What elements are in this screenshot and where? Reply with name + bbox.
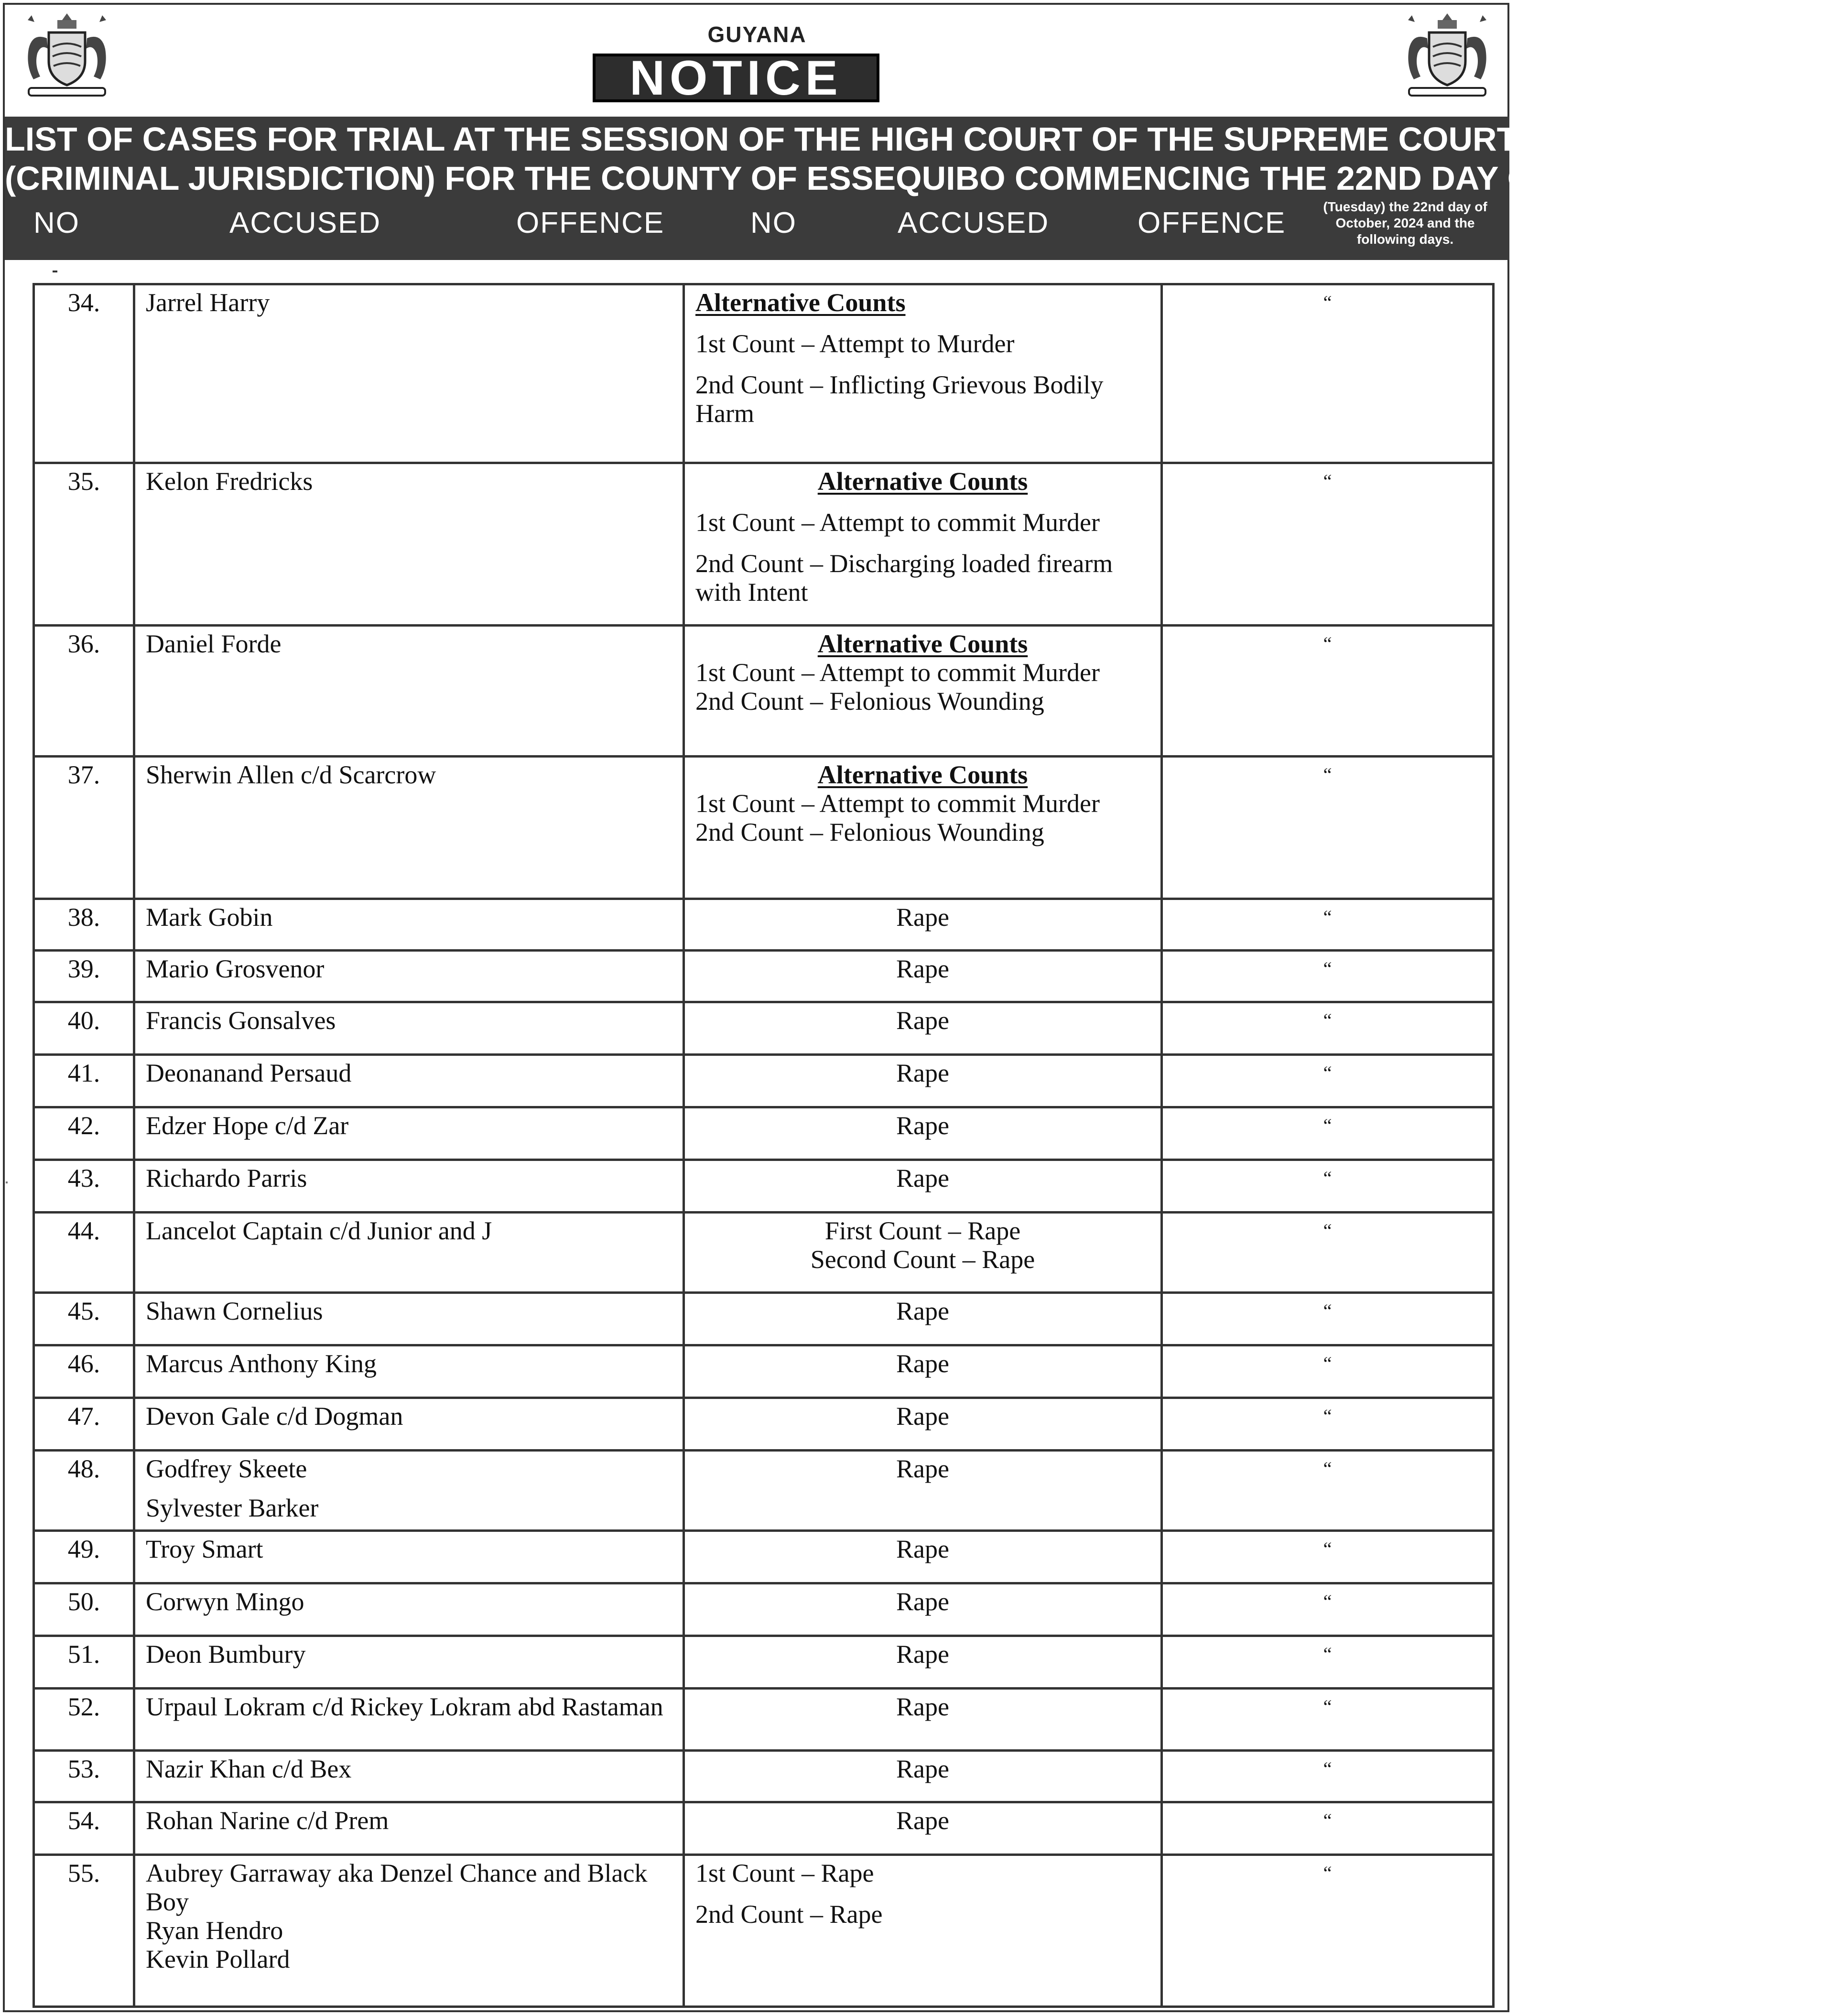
accused-name: Francis Gonsalves <box>146 1006 336 1035</box>
case-number: 54. <box>34 1802 134 1855</box>
offence-cell <box>684 757 1162 899</box>
offence-text: Rape <box>896 1349 949 1378</box>
offence-text: 1st Count – Attempt to commit Murder <box>695 508 1100 537</box>
accused-cell <box>134 284 684 463</box>
table-row <box>34 1531 1494 1583</box>
accused-name: Mario Grosvenor <box>146 954 325 983</box>
ditto-mark: “ <box>1162 1802 1494 1855</box>
offence-cell <box>684 1002 1162 1055</box>
case-number: 47. <box>34 1398 134 1451</box>
offence-cell <box>684 626 1162 757</box>
offence-text: Rape <box>896 1535 949 1563</box>
case-number: 37. <box>34 757 134 899</box>
accused-name: Urpaul Lokram c/d Rickey Lokram abd Rastaman <box>146 1692 663 1721</box>
accused-name: Godfrey Skeete <box>146 1454 307 1483</box>
case-number: 34. <box>34 284 134 463</box>
offence-text: Rape <box>896 1111 949 1140</box>
table-row <box>34 1583 1494 1636</box>
case-number: 39. <box>34 951 134 1002</box>
case-number: 40. <box>34 1002 134 1055</box>
column-header-accused-2: ACCUSED <box>898 206 1050 239</box>
accused-name: Sherwin Allen c/d Scarcrow <box>146 760 436 789</box>
table-row <box>34 1689 1494 1751</box>
offence-cell <box>684 951 1162 1002</box>
case-number: 48. <box>34 1451 134 1531</box>
offence-heading: Alternative Counts <box>817 760 1028 789</box>
offence-cell <box>684 463 1162 626</box>
case-number: 43. <box>34 1160 134 1213</box>
accused-name: Edzer Hope c/d Zar <box>146 1111 349 1140</box>
ditto-mark: “ <box>1162 951 1494 1002</box>
accused-name: Nazir Khan c/d Bex <box>146 1755 352 1783</box>
table-row <box>34 1002 1494 1055</box>
notice-title: NOTICE <box>629 51 843 105</box>
offence-cell <box>684 1636 1162 1689</box>
offence-text: Rape <box>896 1587 949 1616</box>
accused-cell <box>134 1855 684 2007</box>
accused-name: Ryan Hendro <box>146 1916 283 1945</box>
table-row <box>34 951 1494 1002</box>
ditto-mark: “ <box>1162 1345 1494 1398</box>
column-header-no-2: NO <box>750 206 797 239</box>
accused-cell <box>134 951 684 1002</box>
margin-dot <box>6 1181 8 1183</box>
case-number: 46. <box>34 1345 134 1398</box>
case-number: 38. <box>34 899 134 951</box>
accused-cell <box>134 1055 684 1107</box>
offence-heading: Alternative Counts <box>817 467 1028 496</box>
column-header-accused: ACCUSED <box>229 206 381 239</box>
ditto-mark: “ <box>1162 1107 1494 1160</box>
offence-cell <box>684 1451 1162 1531</box>
accused-name: Kevin Pollard <box>146 1945 290 1973</box>
case-number: 53. <box>34 1751 134 1802</box>
accused-cell <box>134 463 684 626</box>
accused-cell <box>134 899 684 951</box>
case-number: 41. <box>34 1055 134 1107</box>
country-name: GUYANA <box>707 22 807 47</box>
offence-cell <box>684 1751 1162 1802</box>
offence-text: 2nd Count – Discharging loaded firearm with Intent <box>695 549 1113 607</box>
offence-cell <box>684 284 1162 463</box>
offence-text: Rape <box>896 1640 949 1669</box>
offence-text: 2nd Count – Inflicting Grievous Bodily Harm <box>695 370 1104 428</box>
ditto-mark: “ <box>1162 1689 1494 1751</box>
accused-name: Mark Gobin <box>146 903 273 932</box>
accused-name: Shawn Cornelius <box>146 1297 323 1325</box>
offence-heading: Alternative Counts <box>695 288 906 317</box>
accused-cell <box>134 1583 684 1636</box>
column-header-offence-2: OFFENCE <box>1138 206 1286 239</box>
offence-text: Rape <box>896 1006 949 1035</box>
case-number: 36. <box>34 626 134 757</box>
table-row <box>34 899 1494 951</box>
table-row <box>34 1802 1494 1855</box>
table-row <box>34 284 1494 463</box>
table-row <box>34 1451 1494 1531</box>
table-row <box>34 626 1494 757</box>
accused-cell <box>134 1398 684 1451</box>
column-header-offence: OFFENCE <box>516 206 665 239</box>
offence-text: Rape <box>896 1755 949 1783</box>
case-number: 51. <box>34 1636 134 1689</box>
ditto-mark: “ <box>1162 1531 1494 1583</box>
table-row <box>34 757 1494 899</box>
accused-name: Sylvester Barker <box>146 1494 319 1522</box>
offence-text: First Count – Rape <box>824 1216 1021 1245</box>
ditto-mark: “ <box>1162 1213 1494 1293</box>
accused-name: Lancelot Captain c/d Junior and J <box>146 1216 492 1245</box>
offence-cell <box>684 1213 1162 1293</box>
offence-text: 2nd Count – Rape <box>695 1900 883 1929</box>
accused-cell <box>134 1802 684 1855</box>
offence-cell <box>684 1160 1162 1213</box>
accused-cell <box>134 1213 684 1293</box>
offence-cell <box>684 1531 1162 1583</box>
accused-name: Jarrel Harry <box>146 288 270 317</box>
offence-text: Rape <box>896 1402 949 1431</box>
table-row <box>34 1751 1494 1802</box>
offence-cell <box>684 1802 1162 1855</box>
offence-text: Rape <box>896 1164 949 1192</box>
offence-cell <box>684 1855 1162 2007</box>
column-header-no: NO <box>33 206 80 239</box>
offence-cell <box>684 1583 1162 1636</box>
offence-text: Second Count – Rape <box>810 1245 1035 1274</box>
offence-cell <box>684 1107 1162 1160</box>
case-number: 35. <box>34 463 134 626</box>
accused-cell <box>134 1002 684 1055</box>
accused-cell <box>134 1689 684 1751</box>
table-row <box>34 1855 1494 2007</box>
ditto-mark: “ <box>1162 1636 1494 1689</box>
banner-title-line-2: (CRIMINAL JURISDICTION) FOR THE COUNTY OF ESSEQUIBO COMMENCING THE 22ND DAY OF OCTOBER, 2024. <box>5 160 1832 197</box>
offence-text: 1st Count – Attempt to commit Murder <box>695 658 1100 687</box>
table-row <box>34 1398 1494 1451</box>
offence-text: Rape <box>896 954 949 983</box>
accused-cell <box>134 757 684 899</box>
offence-text: Rape <box>896 1454 949 1483</box>
accused-name: Richardo Parris <box>146 1164 307 1192</box>
ditto-mark: “ <box>1162 757 1494 899</box>
accused-cell <box>134 1160 684 1213</box>
offence-text: 1st Count – Attempt to commit Murder <box>695 789 1100 818</box>
offence-text: Rape <box>896 1806 949 1835</box>
table-row <box>34 463 1494 626</box>
ditto-mark: “ <box>1162 1293 1494 1345</box>
offence-text: Rape <box>896 1059 949 1087</box>
accused-cell <box>134 1451 684 1531</box>
accused-name: Deon Bumbury <box>146 1640 306 1669</box>
ditto-mark: “ <box>1162 1398 1494 1451</box>
offence-text: Rape <box>896 903 949 932</box>
accused-name: Marcus Anthony King <box>146 1349 377 1378</box>
case-number: 45. <box>34 1293 134 1345</box>
case-number: 52. <box>34 1689 134 1751</box>
accused-name: Corwyn Mingo <box>146 1587 304 1616</box>
accused-name: Troy Smart <box>146 1535 263 1563</box>
table-row <box>34 1107 1494 1160</box>
offence-cell <box>684 1345 1162 1398</box>
offence-text: 2nd Count – Felonious Wounding <box>695 818 1044 846</box>
accused-cell <box>134 1107 684 1160</box>
offence-text: Rape <box>896 1692 949 1721</box>
table-row <box>34 1636 1494 1689</box>
offence-heading: Alternative Counts <box>817 629 1028 658</box>
notice-label-box <box>593 51 879 105</box>
table-row <box>34 1055 1494 1107</box>
accused-name: Rohan Narine c/d Prem <box>146 1806 389 1835</box>
cases-table <box>33 283 1495 2008</box>
offence-text: Rape <box>896 1297 949 1325</box>
offence-cell <box>684 899 1162 951</box>
accused-cell <box>134 1751 684 1802</box>
margin-mark <box>53 271 57 272</box>
accused-cell <box>134 1293 684 1345</box>
case-number: 44. <box>34 1213 134 1293</box>
ditto-mark: “ <box>1162 463 1494 626</box>
accused-cell <box>134 626 684 757</box>
ditto-mark: “ <box>1162 899 1494 951</box>
offence-cell <box>684 1055 1162 1107</box>
ditto-mark: “ <box>1162 1855 1494 2007</box>
ditto-mark: “ <box>1162 1055 1494 1107</box>
ditto-mark: “ <box>1162 1583 1494 1636</box>
table-row <box>34 1213 1494 1293</box>
accused-name: Devon Gale c/d Dogman <box>146 1402 403 1431</box>
table-row <box>34 1293 1494 1345</box>
ditto-mark: “ <box>1162 284 1494 463</box>
case-number: 50. <box>34 1583 134 1636</box>
ditto-mark: “ <box>1162 1751 1494 1802</box>
trial-date-note: (Tuesday) the 22nd day of October, 2024 and the following days. <box>1323 199 1487 247</box>
accused-cell <box>134 1345 684 1398</box>
case-number: 49. <box>34 1531 134 1583</box>
ditto-mark: “ <box>1162 1002 1494 1055</box>
accused-cell <box>134 1531 684 1583</box>
table-row <box>34 1345 1494 1398</box>
accused-name: Kelon Fredricks <box>146 467 313 496</box>
offence-cell <box>684 1689 1162 1751</box>
offence-cell <box>684 1293 1162 1345</box>
table-row <box>34 1160 1494 1213</box>
ditto-mark: “ <box>1162 626 1494 757</box>
case-number: 55. <box>34 1855 134 2007</box>
ditto-mark: “ <box>1162 1160 1494 1213</box>
accused-name: Aubrey Garraway aka Denzel Chance and Black Boy <box>146 1859 648 1916</box>
offence-text: 1st Count – Attempt to Murder <box>695 329 1015 358</box>
ditto-mark: “ <box>1162 1451 1494 1531</box>
offence-text: 1st Count – Rape <box>695 1859 874 1887</box>
accused-name: Deonanand Persaud <box>146 1059 352 1087</box>
accused-name: Daniel Forde <box>146 629 282 658</box>
offence-cell <box>684 1398 1162 1451</box>
offence-text: 2nd Count – Felonious Wounding <box>695 687 1044 715</box>
case-number: 42. <box>34 1107 134 1160</box>
accused-cell <box>134 1636 684 1689</box>
title-banner <box>5 117 1832 260</box>
banner-title-line-1: LIST OF CASES FOR TRIAL AT THE SESSION OF THE HIGH COURT OF THE SUPREME COURT OF JUDICATURE <box>5 120 1796 158</box>
